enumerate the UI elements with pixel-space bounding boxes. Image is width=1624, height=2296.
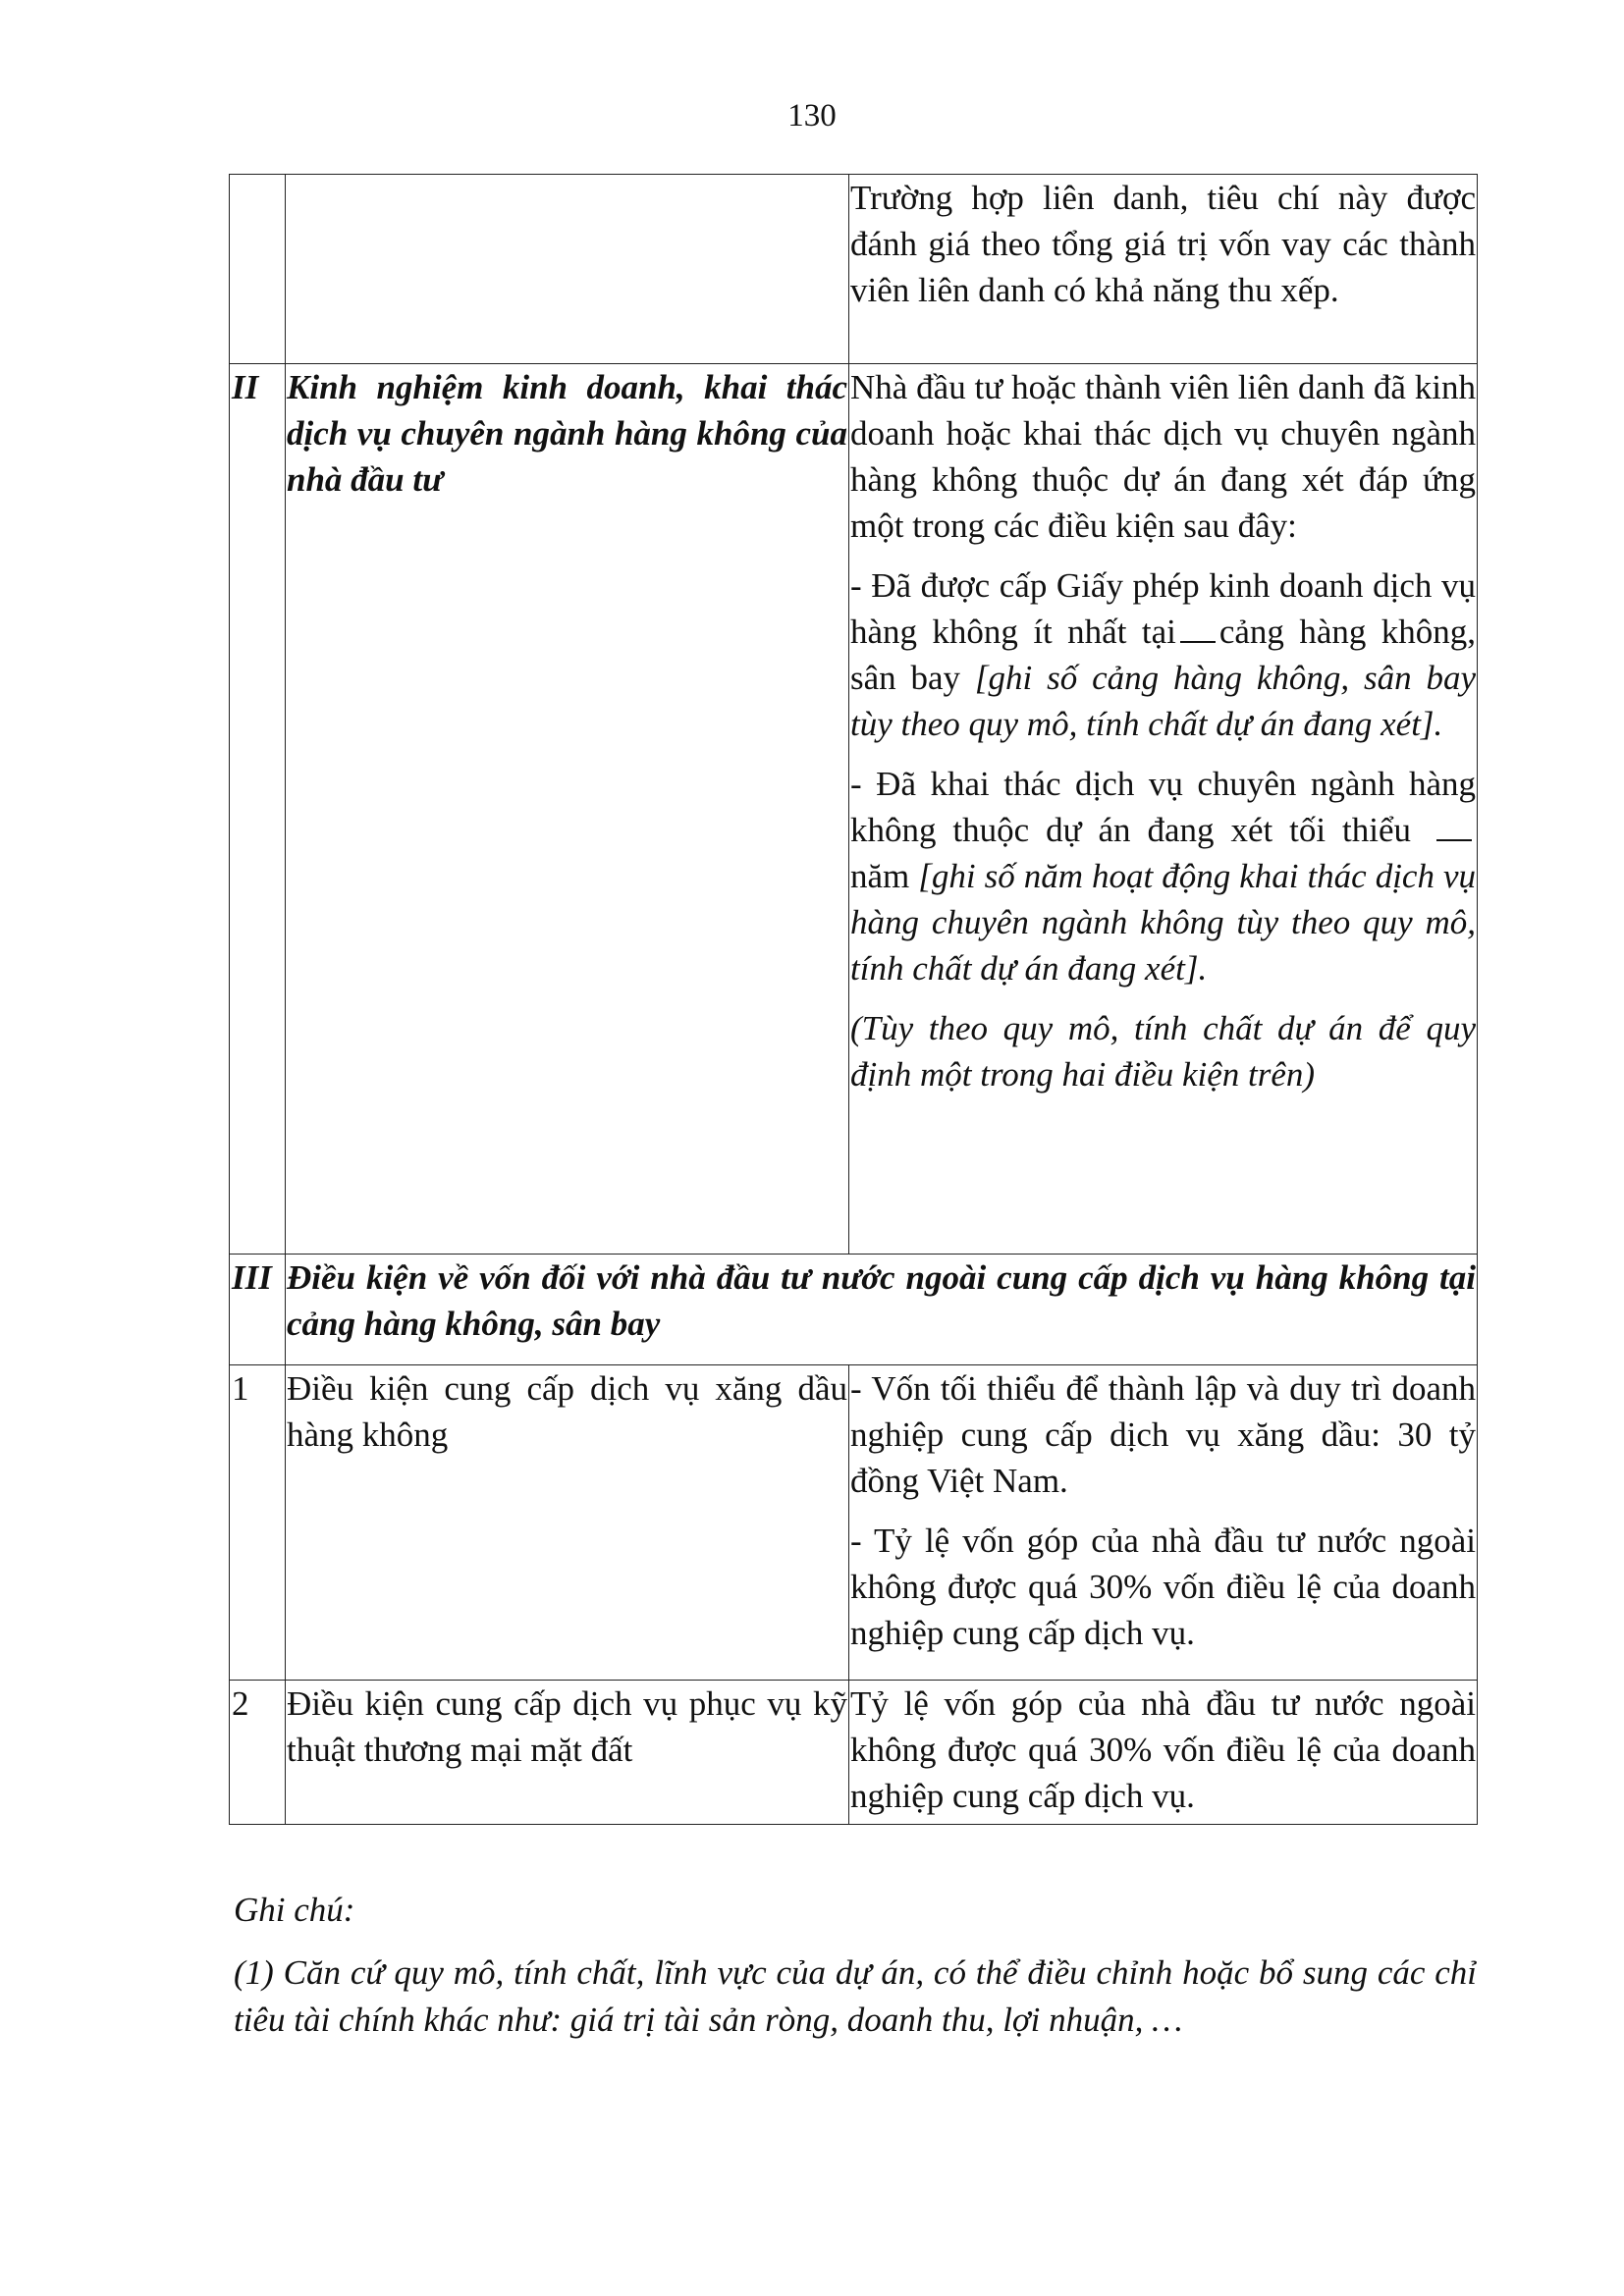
condition-b-note: [ghi số năm hoạt động khai thác dịch vụ hàng chuyên ngành không tùy theo quy mô, tính chất dự án đang xét]. bbox=[850, 857, 1477, 988]
row-number: III bbox=[230, 1255, 286, 1365]
row-number: II bbox=[230, 364, 286, 1255]
condition-a-text-after: cảng hàng không, sân bay bbox=[850, 613, 1476, 697]
criterion-cell bbox=[286, 175, 849, 364]
blank-field bbox=[1436, 810, 1472, 841]
requirement-condition-a bbox=[850, 562, 1476, 747]
requirement-note: (Tùy theo quy mô, tính chất dự án để quy định một trong hai điều kiện trên) bbox=[850, 1009, 1476, 1094]
condition-b-text-after: năm bbox=[850, 857, 910, 895]
criterion-cell: Kinh nghiệm kinh doanh, khai thác dịch vụ chuyên ngành hàng không của nhà đầu tư bbox=[286, 364, 849, 1255]
page-number: 130 bbox=[787, 98, 837, 133]
table-row bbox=[230, 1255, 1478, 1365]
blank-field bbox=[1180, 612, 1216, 643]
row-number: 2 bbox=[230, 1681, 286, 1825]
criteria-table bbox=[229, 174, 1478, 1825]
condition-a-text: - Đã được cấp Giấy phép kinh doanh dịch vụ hàng không ít nhất tại bbox=[850, 566, 1476, 651]
requirement-cell bbox=[849, 364, 1478, 1255]
table-row bbox=[230, 175, 1478, 364]
row-number: 1 bbox=[230, 1365, 286, 1681]
requirement-text: - Vốn tối thiểu để thành lập và duy trì doanh nghiệp cung cấp dịch vụ xăng dầu: 30 tỷ đồng Việt Nam. bbox=[850, 1369, 1476, 1500]
notes-title: Ghi chú: bbox=[234, 1891, 355, 1929]
row-number bbox=[230, 175, 286, 364]
note-item: (1) Căn cứ quy mô, tính chất, lĩnh vực của dự án, có thể điều chỉnh hoặc bổ sung các chỉ tiêu tài chính khác như: giá trị tài sản ròng, doanh thu, lợi nhuận, … bbox=[234, 1953, 1477, 2039]
criterion-cell: Điều kiện cung cấp dịch vụ xăng dầu hàng không bbox=[286, 1365, 849, 1681]
requirement-cell bbox=[849, 1681, 1478, 1825]
table-row bbox=[230, 1681, 1478, 1825]
requirement-text: Tỷ lệ vốn góp của nhà đầu tư nước ngoài không được quá 30% vốn điều lệ của doanh nghiệp cung cấp dịch vụ. bbox=[850, 1684, 1476, 1815]
requirement-text: - Tỷ lệ vốn góp của nhà đầu tư nước ngoài không được quá 30% vốn điều lệ của doanh nghiệp cung cấp dịch vụ. bbox=[850, 1522, 1476, 1652]
section-title-cell: Điều kiện về vốn đối với nhà đầu tư nước ngoài cung cấp dịch vụ hàng không tại cảng hàng không, sân bay bbox=[286, 1255, 1478, 1365]
requirement-intro: Nhà đầu tư hoặc thành viên liên danh đã kinh doanh hoặc khai thác dịch vụ chuyên ngành hàng không thuộc dự án đang xét đáp ứng một trong các điều kiện sau đây: bbox=[850, 368, 1476, 545]
table-row bbox=[230, 1365, 1478, 1681]
requirement-cell bbox=[849, 1365, 1478, 1681]
table-row bbox=[230, 364, 1478, 1255]
notes-section bbox=[234, 1887, 1477, 2044]
condition-b-text: - Đã khai thác dịch vụ chuyên ngành hàng không thuộc dự án đang xét tối thiểu bbox=[850, 765, 1476, 849]
requirement-condition-b bbox=[850, 761, 1476, 991]
condition-a-note: [ghi số cảng hàng không, sân bay tùy theo quy mô, tính chất dự án đang xét]. bbox=[850, 659, 1476, 743]
requirement-cell bbox=[849, 175, 1478, 364]
requirement-text: Trường hợp liên danh, tiêu chí này được đánh giá theo tổng giá trị vốn vay các thành viên liên danh có khả năng thu xếp. bbox=[850, 179, 1476, 309]
criterion-cell: Điều kiện cung cấp dịch vụ phục vụ kỹ thuật thương mại mặt đất bbox=[286, 1681, 849, 1825]
